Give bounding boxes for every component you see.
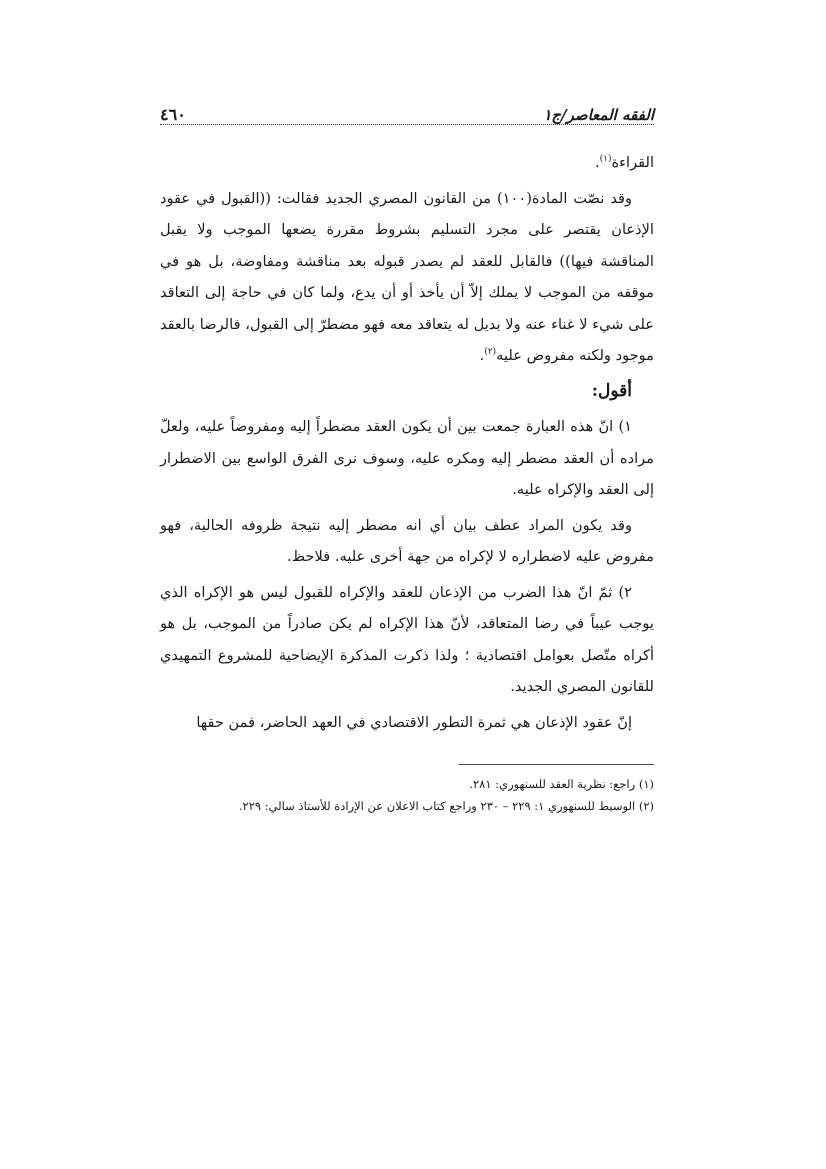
paragraph-text: القراءة <box>611 154 654 171</box>
footnote-2: (٢) الوسيط للسنهوري ١: ٢٢٩ – ٢٣٠ وراجع كتاب الاعلان عن الإرادة للأستاذ سالي: ٢٢٩. <box>238 799 654 813</box>
paragraph-end: . <box>594 154 600 171</box>
paragraph-3: وقد يكون المراد عطف بيان أي انه مضطر إليه نتيجة ظروفه الحالية، فهو مفروض عليه لاضطراره لا لإكراه من جهة أخرى عليه. فلاحظ. <box>160 516 654 565</box>
paragraph-5: إنّ عقود الإذعان هي ثمرة التطور الاقتصادي في العهد الحاضر، فمن حقها <box>196 713 632 731</box>
running-header <box>160 90 654 125</box>
paragraph-text: وقد نصّت المادة(١٠٠) من القانون المصري الجديد فقالت: ((القبول في عقود الإذعان يقتصر على مجرد التسليم بشروط مقررة يضعها الموجب ولا يقبل المناقشة فيها)) فالقابل للعقد لم يصدر قبوله بعد مناقشة ومفاوضة، بل هو في موقفه من الموجب لا يملك إلاّ أن يأخذ أو أن يدع، ولما كان في حاجة إلى التعاقد على شيء لا غناء عنه ولا بديل له يتعاقد معه فهو مضطرّ إلى القبول، فالرضا بالعقد موجود ولكنه مفروض عليه <box>160 189 654 364</box>
paragraph-end: . <box>479 347 485 364</box>
paragraph-2: ١) انّ هذه العبارة جمعت بين أن يكون العقد مضطراً إليه ومفروضاً عليه، ولعلّ مراده أن العقد مضطر إليه ومكره عليه، وسوف نرى الفرق الواسع بين الاضطرار إلى العقد والإكراه عليه. <box>160 418 654 498</box>
footnotes <box>160 773 654 817</box>
footnote-divider <box>459 764 654 765</box>
main-text <box>160 147 654 738</box>
book-page <box>160 90 654 817</box>
section-heading: أقول: <box>591 380 632 401</box>
paragraph-4: ٢) ثمّ انّ هذا الضرب من الإذعان للعقد والإكراه للقبول ليس هو الإكراه الذي يوجب عيباً في رضا المتعاقد، لأنّ هذا الإكراه لم يكن صادراً من الموجب، بل هو أكراه متّصل بعوامل اقتصادية ؛ ولذا ذكرت المذكرة الإيضاحية للمشروع التمهيدي للقانون المصري الجديد. <box>160 583 654 695</box>
running-title: الفقه المعاصر/ج١ <box>543 106 654 124</box>
page-number: ٤٦٠ <box>160 105 186 124</box>
paragraph-1 <box>160 183 654 372</box>
footnote-ref-1: (١) <box>599 154 612 165</box>
paragraph-0 <box>160 147 654 179</box>
footnote-1: (١) راجع: نظرية العقد للسنهوري: ٢٨١. <box>469 777 654 791</box>
footnote-ref-2: (٢) <box>484 347 497 358</box>
